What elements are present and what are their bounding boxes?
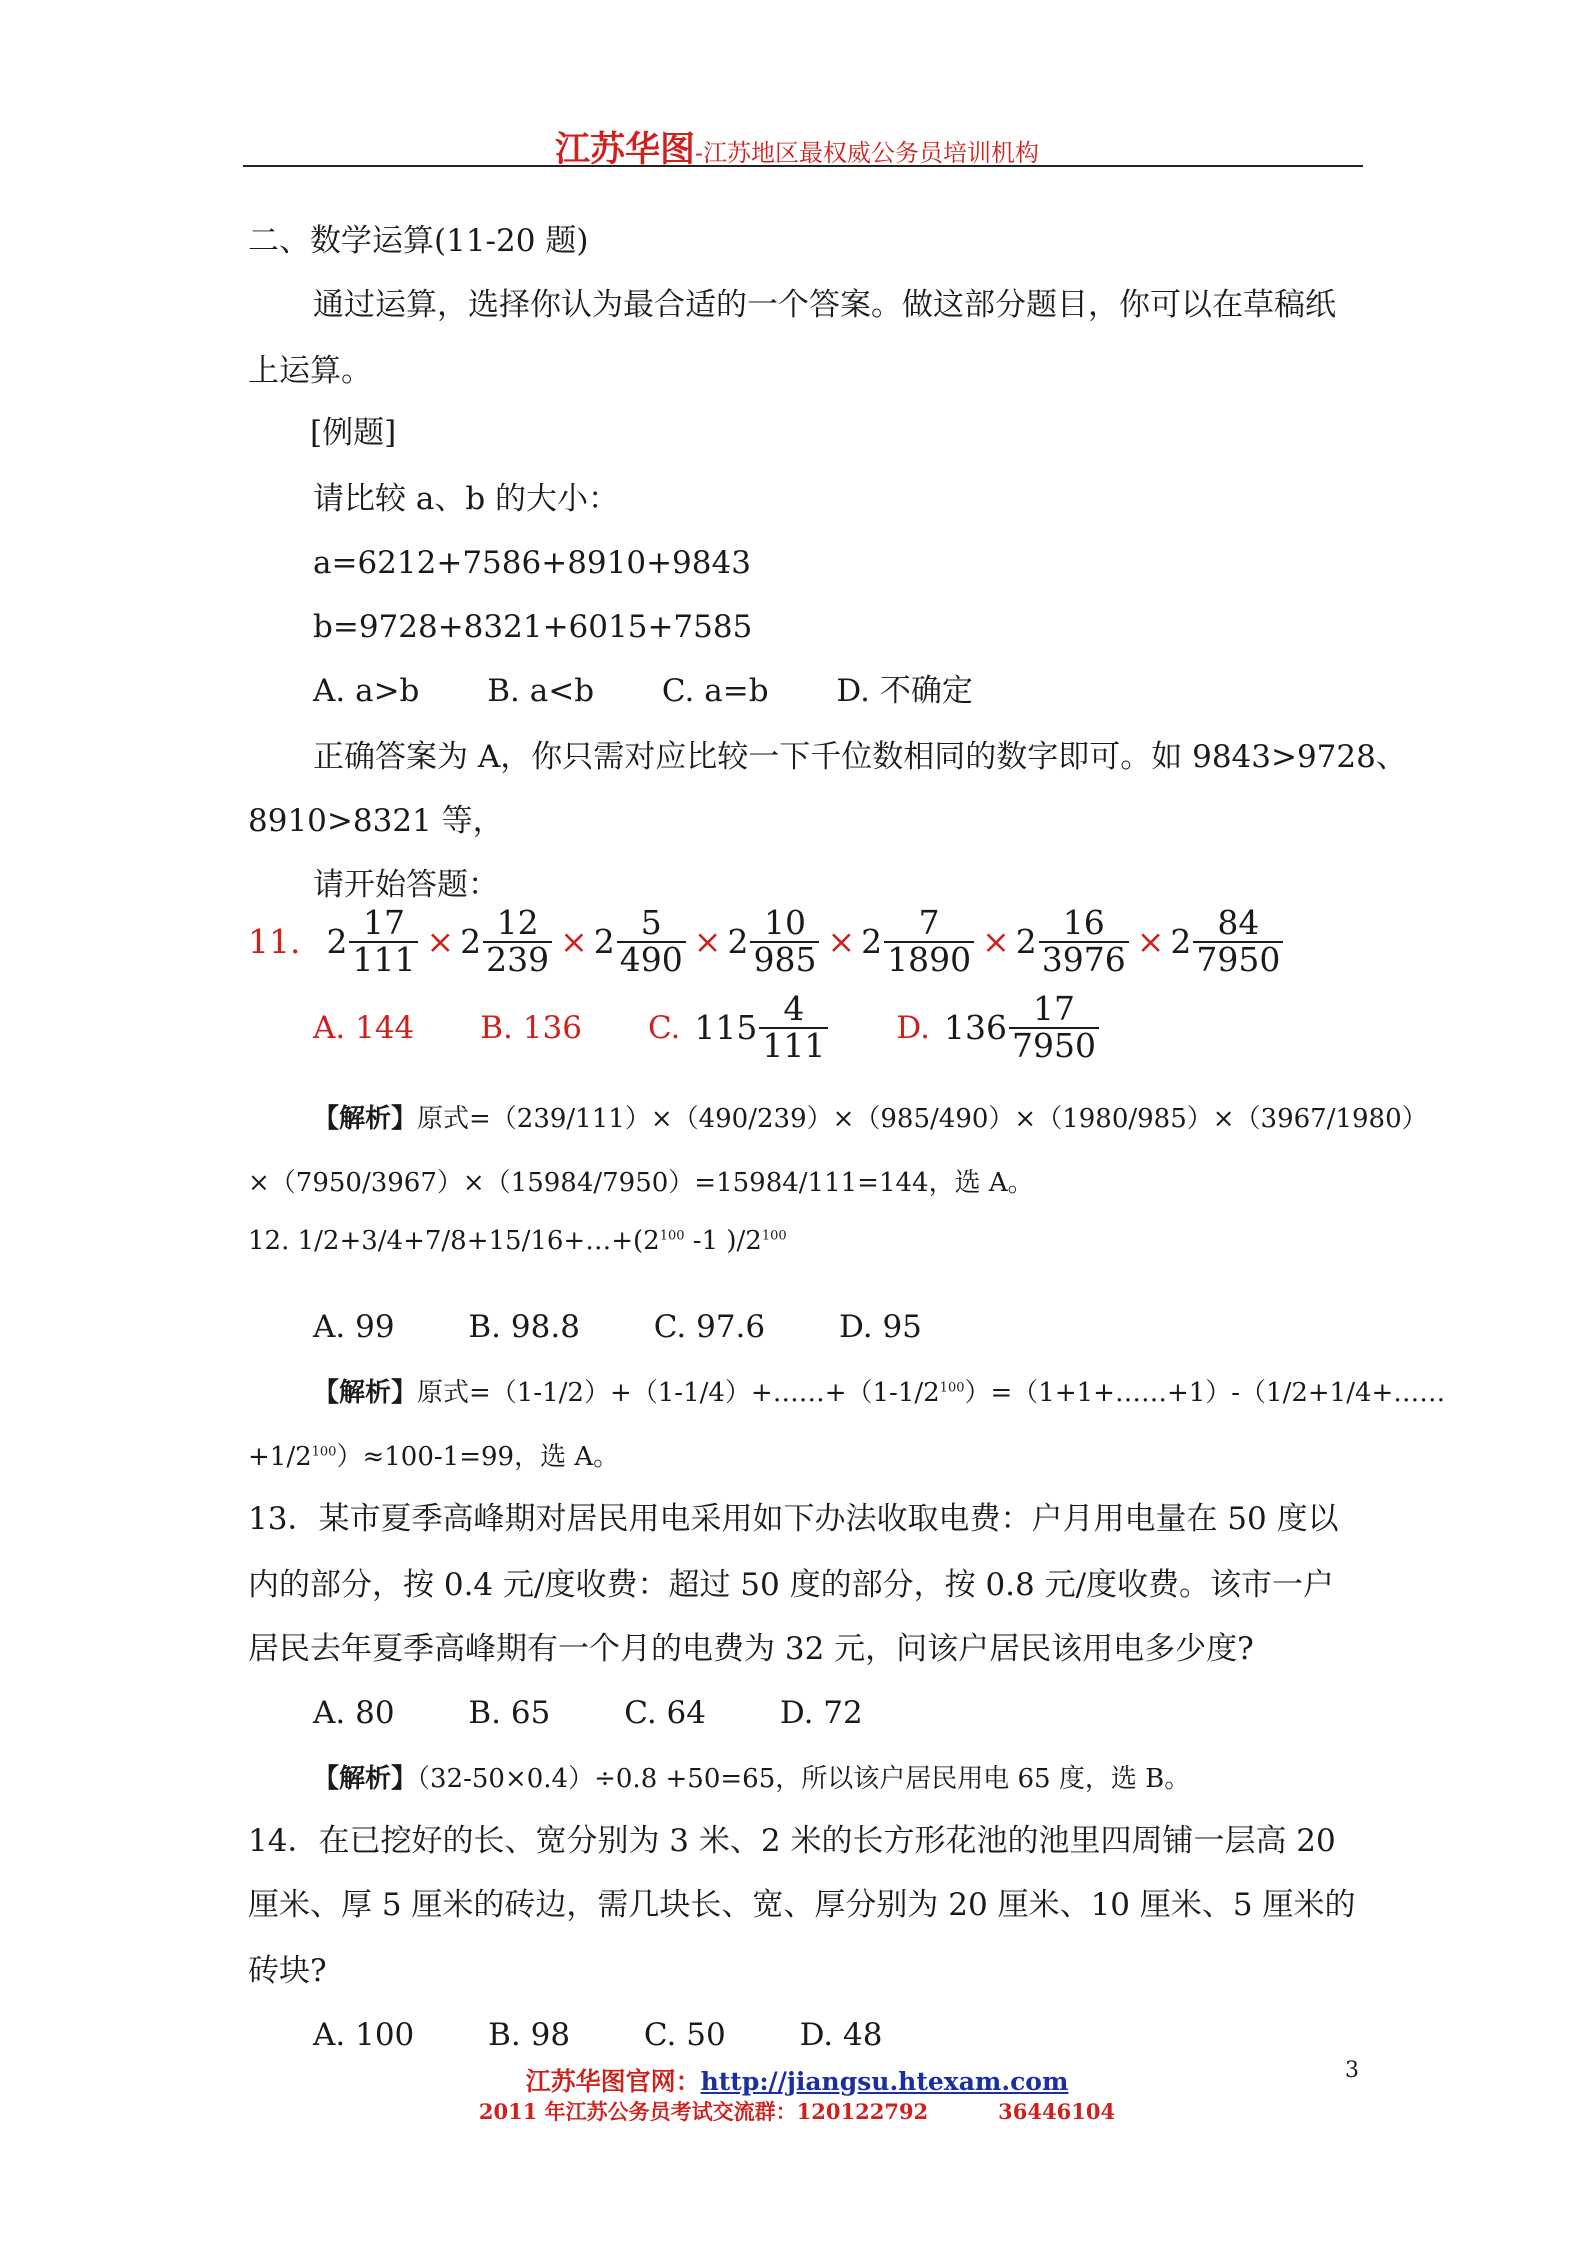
- q13-line-3: 居民去年夏季高峰期有一个月的电费为 32 元，问该户居民该用电多少度?: [248, 1631, 1254, 1667]
- q11-term-denominator: 111: [352, 939, 416, 979]
- q11-term: [1015, 903, 1131, 979]
- example-a: a=6212+7586+8910+9843: [313, 545, 751, 581]
- times-sign: ×: [1136, 922, 1165, 962]
- q13-analysis-tag: 【解析】: [313, 1764, 418, 1794]
- q11-term: [861, 903, 976, 979]
- q11-option-d-fraction: [1009, 989, 1099, 1065]
- q13-line-2: 内的部分，按 0.4 元/度收费：超过 50 度的部分，按 0.8 元/度收费。该市一户: [248, 1567, 1335, 1603]
- q11-term-whole: 2: [593, 922, 615, 962]
- q11-option-c-label: C.: [647, 1009, 681, 1046]
- q13-line-1: 13．某市夏季高峰期对居民用电采用如下办法收取电费：户月用电量在 50 度以: [248, 1501, 1339, 1537]
- q12-analysis-tag: 【解析】: [313, 1378, 418, 1408]
- q11-term-whole: 2: [1015, 922, 1037, 962]
- q11-terms: [326, 903, 1285, 979]
- q11-term-numerator: 5: [617, 906, 686, 943]
- q11-term-denominator: 7950: [1196, 939, 1281, 979]
- q11-option-d-value: [944, 989, 1101, 1065]
- header-rule: [243, 165, 1363, 167]
- q11-term-fraction: [617, 903, 686, 979]
- q12-options: [313, 1309, 922, 1345]
- footer-group-2: 36446104: [998, 2099, 1116, 2124]
- q11-term-numerator: 10: [750, 906, 819, 943]
- q11-term-fraction: [1193, 903, 1283, 979]
- q13-option-a: A. 80: [313, 1695, 395, 1731]
- q14-line-2: 厘米、厚 5 厘米的砖边，需几块长、宽、厚分别为 20 厘米、10 厘米、5 厘米的: [248, 1887, 1356, 1923]
- times-sign: ×: [560, 922, 588, 962]
- q11-options: [313, 989, 1101, 1065]
- start-prompt: 请开始答题：: [313, 867, 499, 903]
- q12-exponent-1: 100: [659, 1228, 685, 1244]
- q14-line-3: 砖块?: [248, 1953, 327, 1989]
- example-option-c: C. a=b: [661, 673, 769, 709]
- example-label: [例题]: [310, 415, 397, 451]
- q12-analysis-line-2: [248, 1444, 619, 1470]
- times-sign: ×: [982, 922, 1010, 962]
- q11-term-fraction: [1039, 903, 1129, 979]
- q12-question: [248, 1228, 787, 1254]
- q14-option-c: C. 50: [643, 2017, 726, 2053]
- intro-line-1: 通过运算，选择你认为最合适的一个答案。做这部分题目，你可以在草稿纸: [313, 287, 1336, 323]
- q11-option-a: A. 144: [313, 1009, 415, 1046]
- page-number: 3: [1345, 2058, 1359, 2083]
- q11-term-whole: 2: [727, 922, 749, 962]
- q12-analysis-line2-exponent: 100: [311, 1444, 337, 1460]
- q11-term-denominator: 3976: [1041, 939, 1126, 979]
- section-title: 二、数学运算(11-20 题): [248, 223, 589, 259]
- q11-term-fraction: [750, 903, 819, 979]
- example-b: b=9728+8321+6015+7585: [313, 609, 753, 645]
- q11-analysis-text: 原式=（239/111）×（490/239）×（985/490）×（1980/985）×（3967/1980）: [417, 1104, 1428, 1134]
- q11-expression: [248, 903, 1285, 979]
- header-tagline: -江苏地区最权威公务员培训机构: [694, 139, 1040, 167]
- q11-term-numerator: 7: [884, 906, 974, 943]
- q12-analysis-text-b: ）=（1+1+……+1）-（1/2+1/4+……: [964, 1378, 1446, 1408]
- q14-option-d: D. 48: [799, 2017, 883, 2053]
- q11-term: [1170, 903, 1285, 979]
- q11-term-whole: 2: [326, 922, 348, 962]
- q11-term: [326, 903, 420, 979]
- q11-term-whole: 2: [1170, 922, 1192, 962]
- q11-option-c-whole: 115: [694, 1008, 758, 1048]
- q13-option-d: D. 72: [779, 1695, 863, 1731]
- q11-term-denominator: 239: [486, 939, 550, 979]
- q12-analysis-exponent: 100: [939, 1380, 965, 1396]
- q11-term-fraction: [349, 903, 418, 979]
- q12-analysis-line2-a: +1/2: [248, 1442, 312, 1472]
- intro-line-2: 上运算。: [248, 353, 372, 389]
- q12-exponent-2: 100: [761, 1228, 787, 1244]
- example-answer-line-2: 8910>8321 等，: [248, 803, 504, 839]
- q11-option-d-label: D.: [896, 1009, 931, 1046]
- q13-analysis-text: （32-50×0.4）÷0.8 +50=65，所以该户居民用电 65 度，选 B。: [417, 1764, 1191, 1794]
- q12-option-d: D. 95: [839, 1309, 922, 1345]
- q11-term-fraction: [884, 903, 974, 979]
- example-option-b: B. a<b: [487, 673, 595, 709]
- times-sign: ×: [693, 922, 722, 962]
- q11-option-c-value: [694, 989, 830, 1065]
- q11-term: [460, 903, 554, 979]
- example-option-a: A. a>b: [313, 673, 420, 709]
- q11-option-d-whole: 136: [944, 1008, 1008, 1048]
- q11-term: [593, 903, 688, 979]
- q13-analysis: [313, 1766, 1190, 1792]
- q11-number: 11.: [248, 922, 301, 962]
- q11-term-numerator: 12: [483, 906, 552, 943]
- example-prompt: 请比较 a、b 的大小：: [313, 481, 620, 517]
- q11-option-b: B. 136: [480, 1009, 582, 1046]
- q11-option-c-numerator: 4: [759, 992, 828, 1029]
- q11-term-denominator: 490: [619, 939, 683, 979]
- q11-term-numerator: 17: [349, 906, 418, 943]
- q12-analysis-text-a: 原式=（1-1/2）+（1-1/4）+……+（1-1/2: [417, 1378, 940, 1408]
- q11-option-c-denominator: 111: [762, 1025, 826, 1065]
- q11-term: [727, 903, 821, 979]
- q11-analysis-line-1: [313, 1106, 1428, 1132]
- q13-options: [313, 1695, 863, 1731]
- q14-line-1: 14．在已挖好的长、宽分别为 3 米、2 米的长方形花池的池里四周铺一层高 20: [248, 1823, 1336, 1859]
- footer-site-link[interactable]: http://jiangsu.htexam.com: [700, 2067, 1069, 2096]
- q14-option-b: B. 98: [488, 2017, 571, 2053]
- q13-option-b: B. 65: [468, 1695, 551, 1731]
- q11-term-numerator: 16: [1039, 906, 1129, 943]
- q11-term-denominator: 985: [753, 939, 817, 979]
- q11-option-c-fraction: [759, 989, 828, 1065]
- q12-option-c: C. 97.6: [653, 1309, 766, 1345]
- q11-term-fraction: [483, 903, 552, 979]
- footer-group: [0, 2096, 1594, 2126]
- example-option-d: D. 不确定: [836, 673, 973, 709]
- footer-site-label: 江苏华图官网：: [525, 2067, 701, 2096]
- q11-term-whole: 2: [861, 922, 883, 962]
- q14-options: [313, 2017, 883, 2053]
- q11-analysis-tag: 【解析】: [313, 1104, 418, 1134]
- q11-option-d-numerator: 17: [1009, 992, 1099, 1029]
- example-answer-line-1: 正确答案为 A，你只需对应比较一下千位数相同的数字即可。如 9843>9728、: [313, 739, 1407, 775]
- q12-text-b: -1 )/2: [684, 1226, 762, 1256]
- times-sign: ×: [827, 922, 856, 962]
- footer-group-line: 2011 年江苏公务员考试交流群：120122792: [478, 2099, 929, 2124]
- q11-term-numerator: 84: [1193, 906, 1283, 943]
- q11-term-whole: 2: [460, 922, 482, 962]
- header-brand: 江苏华图: [554, 129, 695, 170]
- q12-analysis-line-1: [313, 1380, 1445, 1406]
- q12-text-a: 12. 1/2+3/4+7/8+15/16+…+(2: [248, 1226, 660, 1256]
- example-options: [313, 673, 973, 709]
- q13-option-c: C. 64: [624, 1695, 706, 1731]
- q12-option-a: A. 99: [313, 1309, 395, 1345]
- q11-analysis-line-2: ×（7950/3967）×（15984/7950）=15984/111=144，选 A。: [248, 1168, 1034, 1198]
- q11-option-d-denominator: 7950: [1012, 1025, 1096, 1065]
- q12-analysis-line2-b: ）≈100-1=99，选 A。: [336, 1442, 620, 1472]
- q11-term-denominator: 1890: [887, 939, 972, 979]
- times-sign: ×: [426, 922, 455, 962]
- q14-option-a: A. 100: [313, 2017, 415, 2053]
- q12-option-b: B. 98.8: [468, 1309, 580, 1345]
